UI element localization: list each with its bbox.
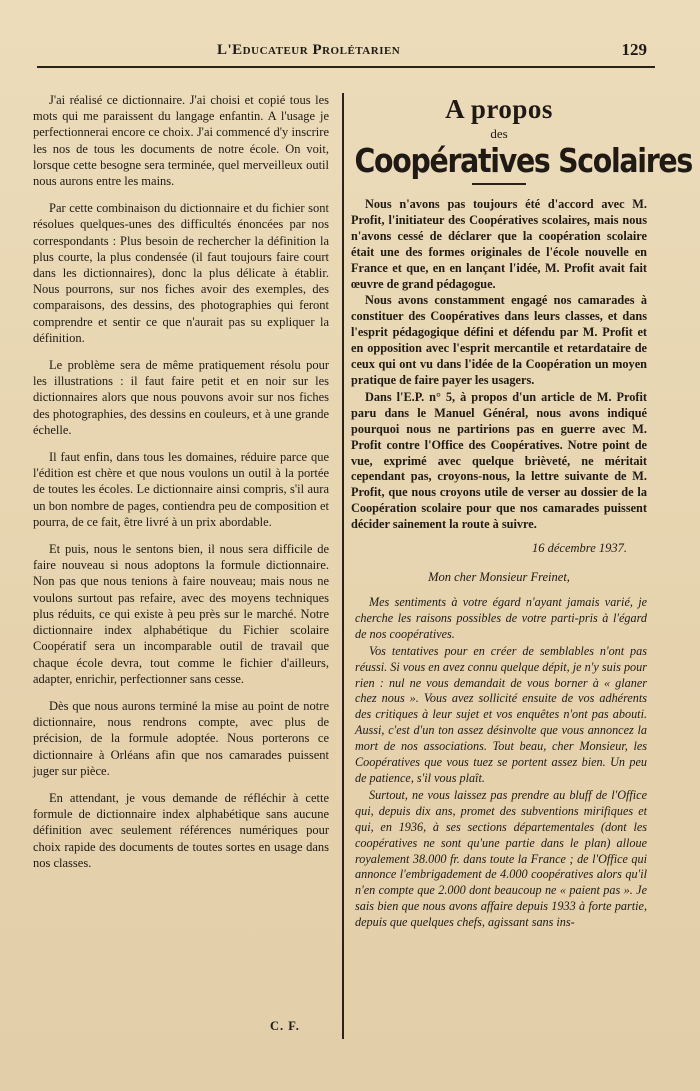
paragraph: J'ai réalisé ce dictionnaire. J'ai choisi et copié tous les mots qui me paraissent du langage enfantin. A l'usage je perfectionnerai encore ce choix. J'ai commencé d'y inscrire les nos de tous les documents de notre école. On voit, lorsque cette besogne sera terminée, quel merveilleux outil nous aurons entre les mains. [33, 93, 329, 189]
letter-paragraph: Mes sentiments à votre égard n'ayant jamais varié, je cherche les raisons possibles de votre parti-pris à l'égard de nos coopératives. [355, 595, 647, 641]
paragraph: Par cette combinaison du dictionnaire et du fichier sont résolues quelques-unes des difficultés énoncées par nos correspondants : Plus besoin de rechercher la définition la plus courte, la plus condensée (il faut toujours faire court dans les dictionnaires), donc la plus délicate à établir. Nous pourrons, sur nos fiches avoir des exemples, des comparaisons, des dessins, des photographies qui feront comprendre et sentir ce que n'aurait pas su expliquer la définition. [33, 201, 329, 345]
letter-paragraph: Vos tentatives pour en créer de semblables n'ont pas réussi. Si vous en avez connu quelque dépit, je n'y suis pour rien : nul ne vous demandait de vous borner à « glaner chez nous ». Vous avez sollicité ensuite de vos adhérents des critiques à leur sujet et vos enquêtes n'ont pas abouti. Aussi, c'est d'un ton assez désinvolte que vous annoncez la mort de nos associations. Tout beau, cher Monsieur, les Coopératives que vous tuez se portent assez bien. Un peu de patience, s'il vous plaît. [355, 643, 647, 785]
column-divider [342, 93, 344, 1039]
header-rule [37, 66, 655, 68]
article-intro [351, 197, 647, 533]
letter-greeting: Mon cher Monsieur Freinet, [428, 570, 570, 585]
left-column [33, 92, 329, 882]
article-title-line-2: des [490, 126, 508, 141]
paragraph: En attendant, je vous demande de réfléchir à cette formule de dictionnaire index alphabétique sans aucune définition avec seulement références numériques pour choix rapide des documents de toutes sortes en usage dans nos classes. [33, 790, 329, 870]
title-rule [472, 183, 526, 185]
paragraph: Il faut enfin, dans tous les domaines, réduire parce que l'édition est chère et que nous voulons un outil à la portée de toutes les écoles. Le dictionnaire ainsi compris, s'il aura un bon nombre de pages, contiendra peu de composition et pourra, de ce fait, être livré à un prix abordable. [33, 450, 329, 529]
paragraph: Dès que nous aurons terminé la mise au point de notre dictionnaire, nous rendrons compte, avec plus de précision, de la formule adoptée. Nous porterons ce dictionnaire à Orléans afin que nos camarades puissent juger sur pièce. [33, 698, 329, 778]
paragraph: Et puis, nous le sentons bien, il nous sera difficile de faire nouveau si nous adoptons la formule dictionnaire. Non pas que nous tenions à faire nouveau; mais nous ne voulons surtout pas refaire, avec des moyens techniques plus réduits, ce qui existe à peu près sur le marché. Notre dictionnaire index alphabétique du Fichier scolaire Coopératif sera un incomparable outil de travail que chaque école devra, tout comme le fichier d'ailleurs, adapter, enrichir, perfectionner sans cesse. [33, 542, 329, 686]
article-title-line-1: A propos [445, 94, 553, 124]
paragraph: Le problème sera de même pratiquement résolu pour les illustrations : il faut faire petit et en noir sur les dictionnaires alors que nous pouvons avoir sur nos fiches des photographies, des dessins en couleurs, et à une grande échelle. [33, 358, 329, 437]
intro-paragraph: Dans l'E.P. n° 5, à propos d'un article de M. Profit paru dans le Manuel Général, nous avons indiqué pourquoi nous ne partirions pas en guerre avec M. Profit contre l'Office des Coopératives. Notre point de vue, exprimé avec quelque brièveté, ne méritait cependant pas, croyons-nous, la lettre suivante de M. Profit, que nous croyons utile de verser au dossier de la Coopération scolaire pour que nos camarades puissent décider sainement la route à suivre. [351, 389, 647, 532]
intro-paragraph: Nous n'avons pas toujours été d'accord avec M. Profit, l'initiateur des Coopératives scolaires, mais nous n'avons cessé de déclarer que la coopération scolaire était une des formes originales de l'école nouvelle en France et que, en en lançant l'idée, M. Profit avait fait œuvre de grand pédagogue. [351, 197, 647, 291]
letter-body [351, 595, 647, 931]
signature: C. F. [270, 1019, 300, 1033]
intro-paragraph: Nous avons constamment engagé nos camarades à constituer des Coopératives dans leurs classes, et dans l'esprit pédagogique défini et défendu par M. Profit et en opposition avec l'esprit mercantile et retardataire de ceux qui ont vu dans l'idée de la Coopération un moyen pratique de faire payer les usagers. [351, 293, 647, 387]
page-number: 129 [621, 40, 647, 59]
letter-date: 16 décembre 1937. [532, 541, 627, 556]
letter-paragraph: Surtout, ne vous laissez pas prendre au bluff de l'Office qui, depuis dix ans, promet des subventions mirifiques et qui, en 1936, à ses sections départementales (dont les coopératives ne sont qu'une partie dans le plan) alloue royalement 38.000 fr. dans toute la France ; de l'Office qui annonce l'embrigadement de 4.000 coopératives alors qu'il n'en compte que 2.000 dont beaucoup ne « paient pas ». Je sais bien que nous avons affaire depuis 1933 à forte partie, depuis que quelques chefs, agissant sans ins- [355, 787, 647, 930]
right-column [351, 92, 693, 932]
journal-title: L'Educateur Prolétarien [217, 42, 401, 58]
page-header [37, 40, 655, 68]
article-title-main: Coopératives Scolaires [354, 141, 693, 180]
